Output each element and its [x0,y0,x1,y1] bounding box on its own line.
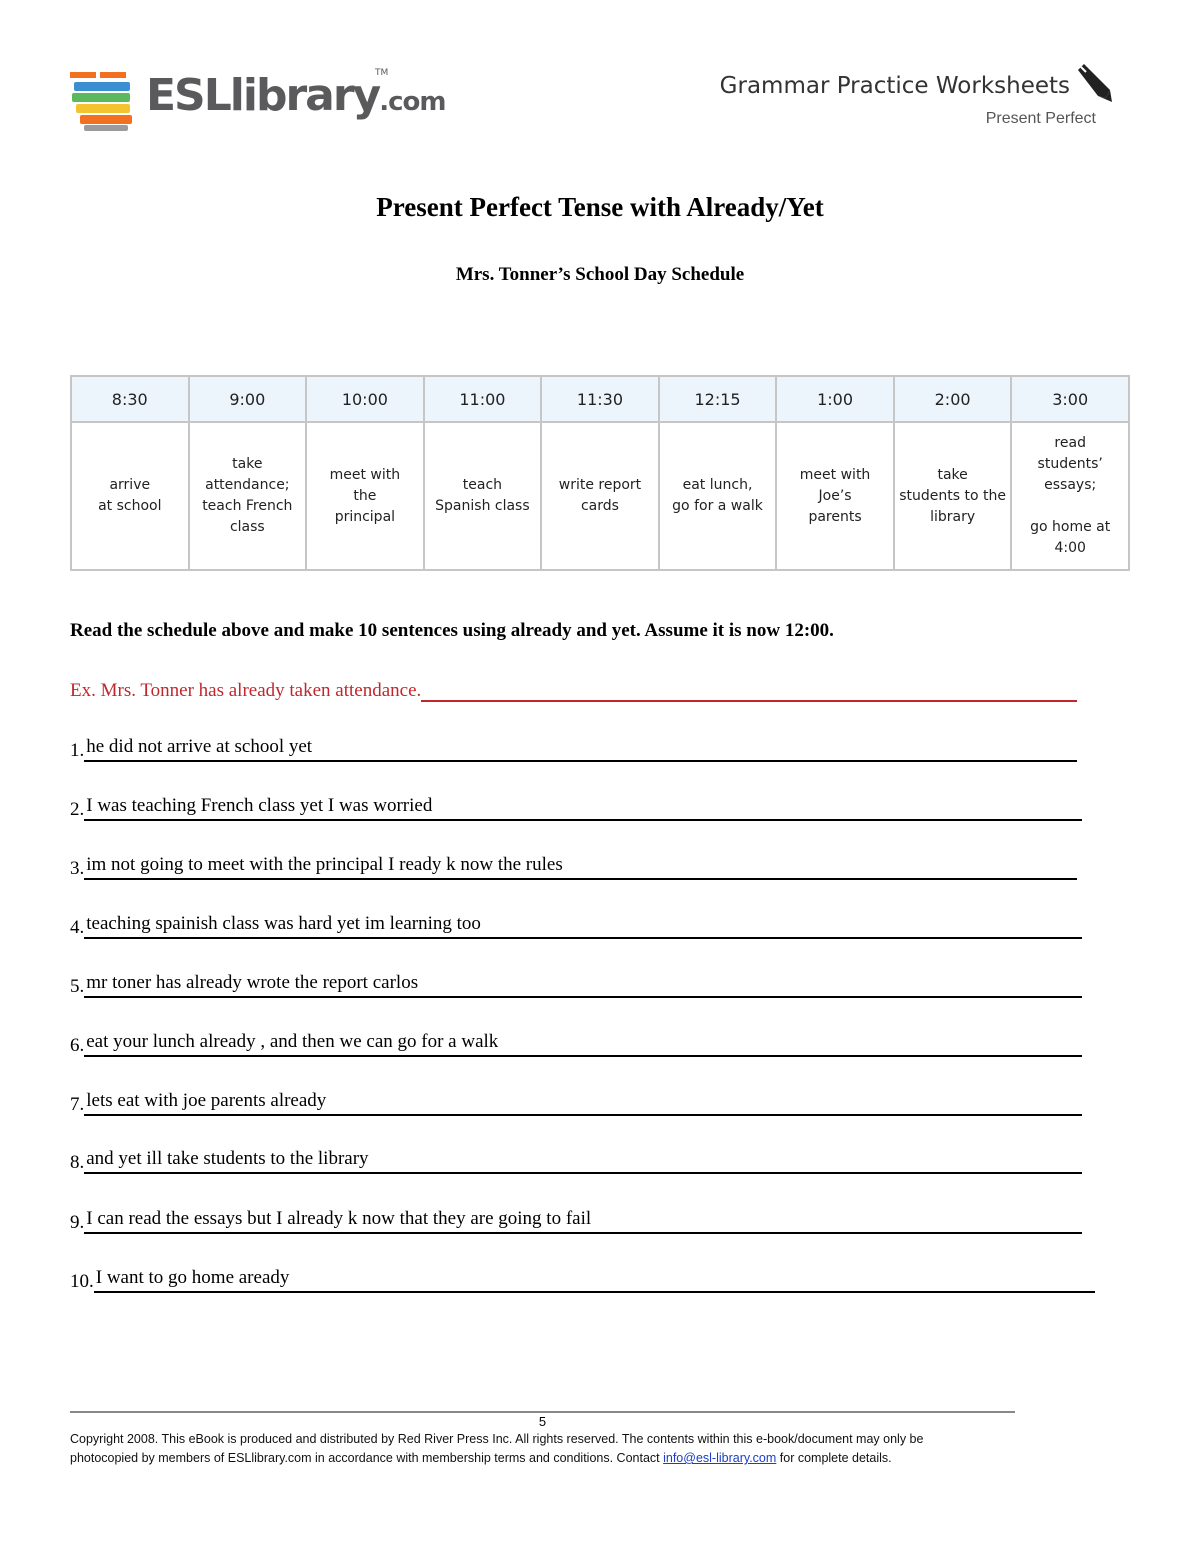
answer-line [70,795,1082,821]
activity-cell: eat lunch, go for a walk [659,422,777,570]
series-title: Grammar Practice Worksheets [719,73,1070,99]
answer-line [70,1031,1082,1057]
time-cell: 1:00 [776,376,894,422]
schedule-title: Mrs. Tonner’s School Day Schedule [455,264,745,285]
answer-number: 1. [70,740,85,761]
answer-field[interactable]: I want to go home aready [94,1267,1095,1293]
books-icon [70,70,134,132]
answer-field[interactable]: and yet ill take students to the library [84,1148,1082,1174]
activity-cell: meet with the principal [306,422,424,570]
answer-field[interactable]: im not going to meet with the principal I ready k now the rules [84,854,1077,880]
schedule-time-row [71,376,1129,422]
example-line [70,676,1077,702]
answer-number: 4. [70,917,85,938]
page-number: 5 [538,1414,547,1429]
instructions: Read the schedule above and make 10 sentences using already and yet. Assume it is now 12:00. [70,620,834,641]
answer-field[interactable]: I can read the essays but I already k now that they are going to fail [84,1208,1082,1234]
time-cell: 10:00 [306,376,424,422]
time-cell: 3:00 [1011,376,1129,422]
contact-email-link[interactable]: info@esl-library.com [663,1451,777,1465]
activity-cell: read students’ essays; go home at 4:00 [1011,422,1129,570]
worksheet-title: Present Perfect Tense with Already/Yet [376,192,824,222]
time-cell: 11:30 [541,376,659,422]
pencil-icon [1072,62,1114,104]
answer-line [70,736,1077,762]
answer-number: 7. [70,1094,85,1115]
time-cell: 2:00 [894,376,1012,422]
time-cell: 11:00 [424,376,542,422]
activity-cell: take attendance; teach French class [189,422,307,570]
copyright-line-2: photocopied by members of ESLlibrary.com in accordance with membership terms and conditions. Contact [70,1451,664,1465]
answer-field[interactable]: eat your lunch already , and then we can go for a walk [84,1031,1082,1057]
answer-line [70,854,1077,880]
logo-wordmark: ESLlibrary.com [146,70,446,121]
time-cell: 12:15 [659,376,777,422]
answer-line [70,1267,1095,1293]
answer-field[interactable]: lets eat with joe parents already [84,1090,1082,1116]
answer-line [70,1090,1082,1116]
activity-cell: teach Spanish class [424,422,542,570]
activity-cell: take students to the library [894,422,1012,570]
time-cell: 8:30 [71,376,189,422]
copyright-line-1: Copyright 2008. This eBook is produced and distributed by Red River Press Inc. All rights reserved. The contents within this e-book/document may only be [70,1432,924,1446]
time-cell: 9:00 [189,376,307,422]
answer-number: 6. [70,1035,85,1056]
activity-cell: meet with Joe’s parents [776,422,894,570]
answer-number: 8. [70,1152,85,1173]
answer-number: 2. [70,799,85,820]
series-subtitle: Present Perfect [985,110,1096,127]
activity-cell: write report cards [541,422,659,570]
answer-line [70,972,1082,998]
answer-line [70,1208,1082,1234]
schedule-activity-row [71,422,1129,570]
example-answer-field [421,676,1077,702]
answer-number: 10. [70,1271,94,1292]
esl-library-logo [70,66,446,136]
trademark-mark: TM [375,68,389,78]
answer-number: 5. [70,976,85,997]
answer-field[interactable]: I was teaching French class yet I was worried [84,795,1082,821]
answer-field[interactable]: teaching spainish class was hard yet im learning too [84,913,1082,939]
answer-field[interactable]: he did not arrive at school yet [84,736,1077,762]
activity-cell: arrive at school [71,422,189,570]
copyright-line-2-end: for complete details. [776,1451,892,1465]
answer-line [70,1148,1082,1174]
answer-number: 3. [70,858,85,879]
answer-number: 9. [70,1212,85,1233]
answer-field[interactable]: mr toner has already wrote the report carlos [84,972,1082,998]
example-prefix: Ex. Mrs. Tonner has already taken attendance. [70,680,422,701]
answer-line [70,913,1082,939]
schedule-table [70,375,1130,571]
copyright-notice [70,1430,1015,1468]
footer-divider [70,1411,1015,1413]
